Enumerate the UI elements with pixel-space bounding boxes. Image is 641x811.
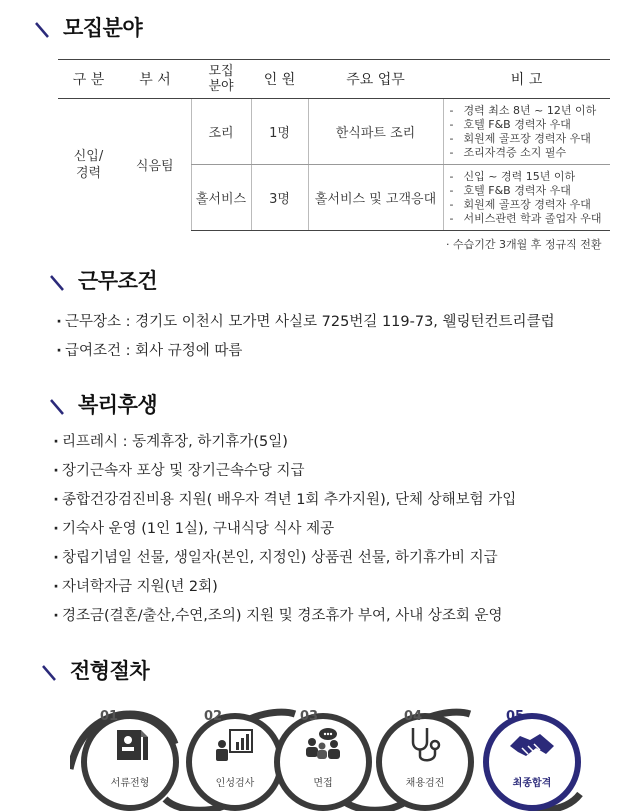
recruit-heading bbox=[33, 12, 142, 42]
welfare-list bbox=[50, 428, 516, 631]
process-step-5 bbox=[486, 709, 578, 808]
list-item: · 자녀학자금 지원(년 2회) bbox=[50, 573, 516, 602]
welfare-title: 복리후생 bbox=[78, 393, 158, 417]
note-cell bbox=[443, 165, 610, 231]
col-field-line2: 분야 bbox=[208, 79, 234, 94]
slash-icon bbox=[48, 273, 70, 295]
slash-icon bbox=[48, 397, 70, 419]
list-item: · 경조금(결혼/출산,수연,조의) 지원 및 경조휴가 부여, 사내 상조회 운영 bbox=[50, 602, 516, 631]
step-ring bbox=[84, 716, 176, 808]
step-ring-active bbox=[486, 716, 578, 808]
step-number: 03 bbox=[300, 709, 319, 724]
field-cell: 조리 bbox=[191, 99, 251, 165]
category-cell bbox=[58, 99, 119, 231]
note-item: - 경력 최소 8년 ~ 12년 이하 bbox=[450, 104, 611, 118]
note-item: - 호텔 F&B 경력자 우대 bbox=[450, 184, 611, 198]
col-field bbox=[191, 60, 251, 99]
note-item: - 호텔 F&B 경력자 우대 bbox=[450, 118, 611, 132]
conditions-list bbox=[53, 308, 555, 366]
step-ring bbox=[379, 716, 471, 808]
list-item: · 창립기념일 선물, 생일자(본인, 지정인) 상품권 선물, 하기휴가비 지급 bbox=[50, 544, 516, 573]
process-step-2 bbox=[189, 709, 281, 808]
list-item: · 장기근속자 포상 및 장기근속수당 지급 bbox=[50, 457, 516, 486]
recruit-title: 모집분야 bbox=[63, 16, 143, 40]
col-note: 비 고 bbox=[443, 60, 610, 99]
list-item: · 종합건강검진비용 지원( 배우자 격년 1회 추가지원), 단체 상해보험 가입 bbox=[50, 486, 516, 515]
step-label: 채용검진 bbox=[405, 778, 445, 789]
note-item: - 회원제 골프장 경력자 우대 bbox=[450, 132, 611, 146]
duty-cell: 홀서비스 및 고객응대 bbox=[308, 165, 443, 231]
col-count: 인 원 bbox=[251, 60, 308, 99]
step-label: 면접 bbox=[313, 778, 333, 789]
field-cell: 홀서비스 bbox=[191, 165, 251, 231]
list-item: · 급여조건 : 회사 규정에 따름 bbox=[53, 337, 555, 366]
note-item: - 조리자격증 소지 필수 bbox=[450, 146, 611, 160]
step-number: 04 bbox=[404, 709, 423, 724]
col-field-line1: 모집 bbox=[208, 64, 234, 79]
duty-cell: 한식파트 조리 bbox=[308, 99, 443, 165]
slash-icon bbox=[33, 20, 55, 42]
list-item: · 기숙사 운영 (1인 1실), 구내식당 식사 제공 bbox=[50, 515, 516, 544]
process-step-3 bbox=[277, 709, 369, 808]
step-label: 최종합격 bbox=[512, 778, 552, 789]
col-department: 부 서 bbox=[119, 60, 191, 99]
slash-icon bbox=[40, 663, 62, 685]
note-cell bbox=[443, 99, 610, 165]
count-cell: 1명 bbox=[251, 99, 308, 165]
process-heading bbox=[40, 655, 149, 685]
category-line1: 신입/ bbox=[73, 148, 104, 164]
note-item: - 회원제 골프장 경력자 우대 bbox=[450, 198, 611, 212]
list-item: · 근무장소 : 경기도 이천시 모가면 사실로 725번길 119-73, 웰링턴컨트리클럽 bbox=[53, 308, 555, 337]
conditions-title: 근무조건 bbox=[78, 269, 158, 293]
table-row bbox=[58, 99, 610, 165]
conditions-heading bbox=[48, 265, 157, 295]
process-title: 전형절차 bbox=[70, 659, 150, 683]
document-icon bbox=[117, 730, 148, 760]
col-duty: 주요 업무 bbox=[308, 60, 443, 99]
recruit-table bbox=[58, 59, 610, 231]
list-item: · 리프레시 : 동계휴장, 하기휴가(5일) bbox=[50, 428, 516, 457]
note-item: - 신입 ~ 경력 15년 이하 bbox=[450, 170, 611, 184]
step-number: 05 bbox=[506, 709, 525, 724]
department-cell: 식음팀 bbox=[135, 159, 174, 175]
note-item: - 서비스관련 학과 졸업자 우대 bbox=[450, 212, 611, 226]
col-category: 구 분 bbox=[58, 60, 119, 99]
category-line2: 경력 bbox=[75, 165, 102, 181]
step-number: 01 bbox=[100, 709, 119, 724]
probation-note: · 수습기간 3개월 후 정규직 전환 bbox=[446, 238, 602, 251]
step-label: 서류전형 bbox=[110, 778, 150, 789]
process-step-4 bbox=[379, 709, 471, 808]
step-number: 02 bbox=[204, 709, 223, 724]
welfare-heading bbox=[48, 389, 157, 419]
step-label: 인성검사 bbox=[215, 778, 255, 789]
process-diagram bbox=[70, 704, 590, 811]
count-cell: 3명 bbox=[251, 165, 308, 231]
